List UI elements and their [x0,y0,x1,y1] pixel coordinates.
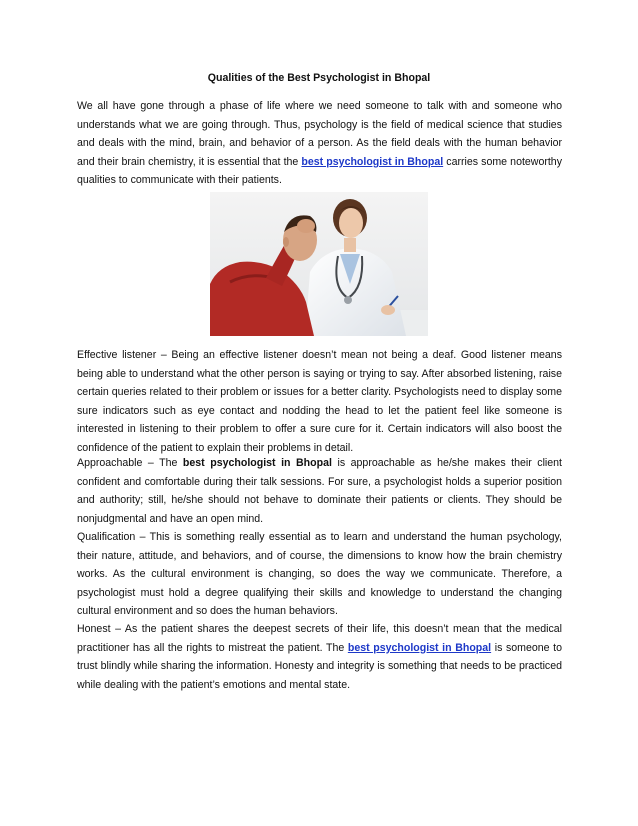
intro-paragraph [77,97,562,190]
effective-listener-paragraph: Effective listener – Being an effective listener doesn’t mean not being a deaf. Good listener means being able to understand what the other person is saying or trying to say. After absorbed listening, raise certain queries related to their problem or issues for a better clarity. Psychologists need to display some sure indicators such as eye contact and nodding the head to let the patient feel like someone is interested in listening to their problem to offer a sure cure for it. Certain indicators will also boost the confidence of the patient to explain their problems in detail. [77,349,562,454]
best-psychologist-link[interactable]: best psychologist in Bhopal [301,155,444,168]
honest-text-start: Honest – As the patient shares the deepest secrets of their life, this doesn’t mean that the medical practitioner has all the rights to mistreat the patient. The [77,623,562,654]
approachable-text-end: is approachable as he/she makes their client confident and comfortable during their talk sessions. For sure, a psychologist holds a superior position and authority; still, he/she should not behave to dominate their patients or clients. They should be nonjudgmental and have an open mind. [77,457,563,525]
approachable-paragraph [77,454,562,528]
best-psychologist-bold: best psychologist in Bhopal [182,457,332,469]
document-title: Qualities of the Best Psychologist in Bhopal [207,72,431,84]
psychologist-session-photo [210,192,428,336]
approachable-text-start: Approachable – The [77,457,183,469]
honest-text-end: is someone to trust blindly while sharing the information. Honesty and integrity is something that needs to be practiced while dealing with the patient’s emotions and mental state. [77,641,562,691]
intro-text-end: carries some noteworthy qualities to communicate with their patients. [77,155,562,187]
honest-paragraph [77,620,562,694]
intro-text-start: We all have gone through a phase of life where we need someone to talk with and someone who understands what we are going through. Thus, psychology is the field of medical science that studies and deals with the mind, brain, and behavior of a person. As the field deals with the human behavior and their brain chemistry, it is essential that the [77,100,562,168]
best-psychologist-link-2[interactable]: best psychologist in Bhopal [347,641,492,654]
qualification-paragraph: Qualification – This is something really essential as to learn and understand the human psychology, their nature, attitude, and behaviors, and of course, the dimensions to know how the brain chemistry works. As the cultural environment is changing, so does the way we communicate. Therefore, a psychologist must hold a degree qualifying their skills and knowledge to understand the changing cultural environment and so does the human behaviors. [77,531,562,618]
